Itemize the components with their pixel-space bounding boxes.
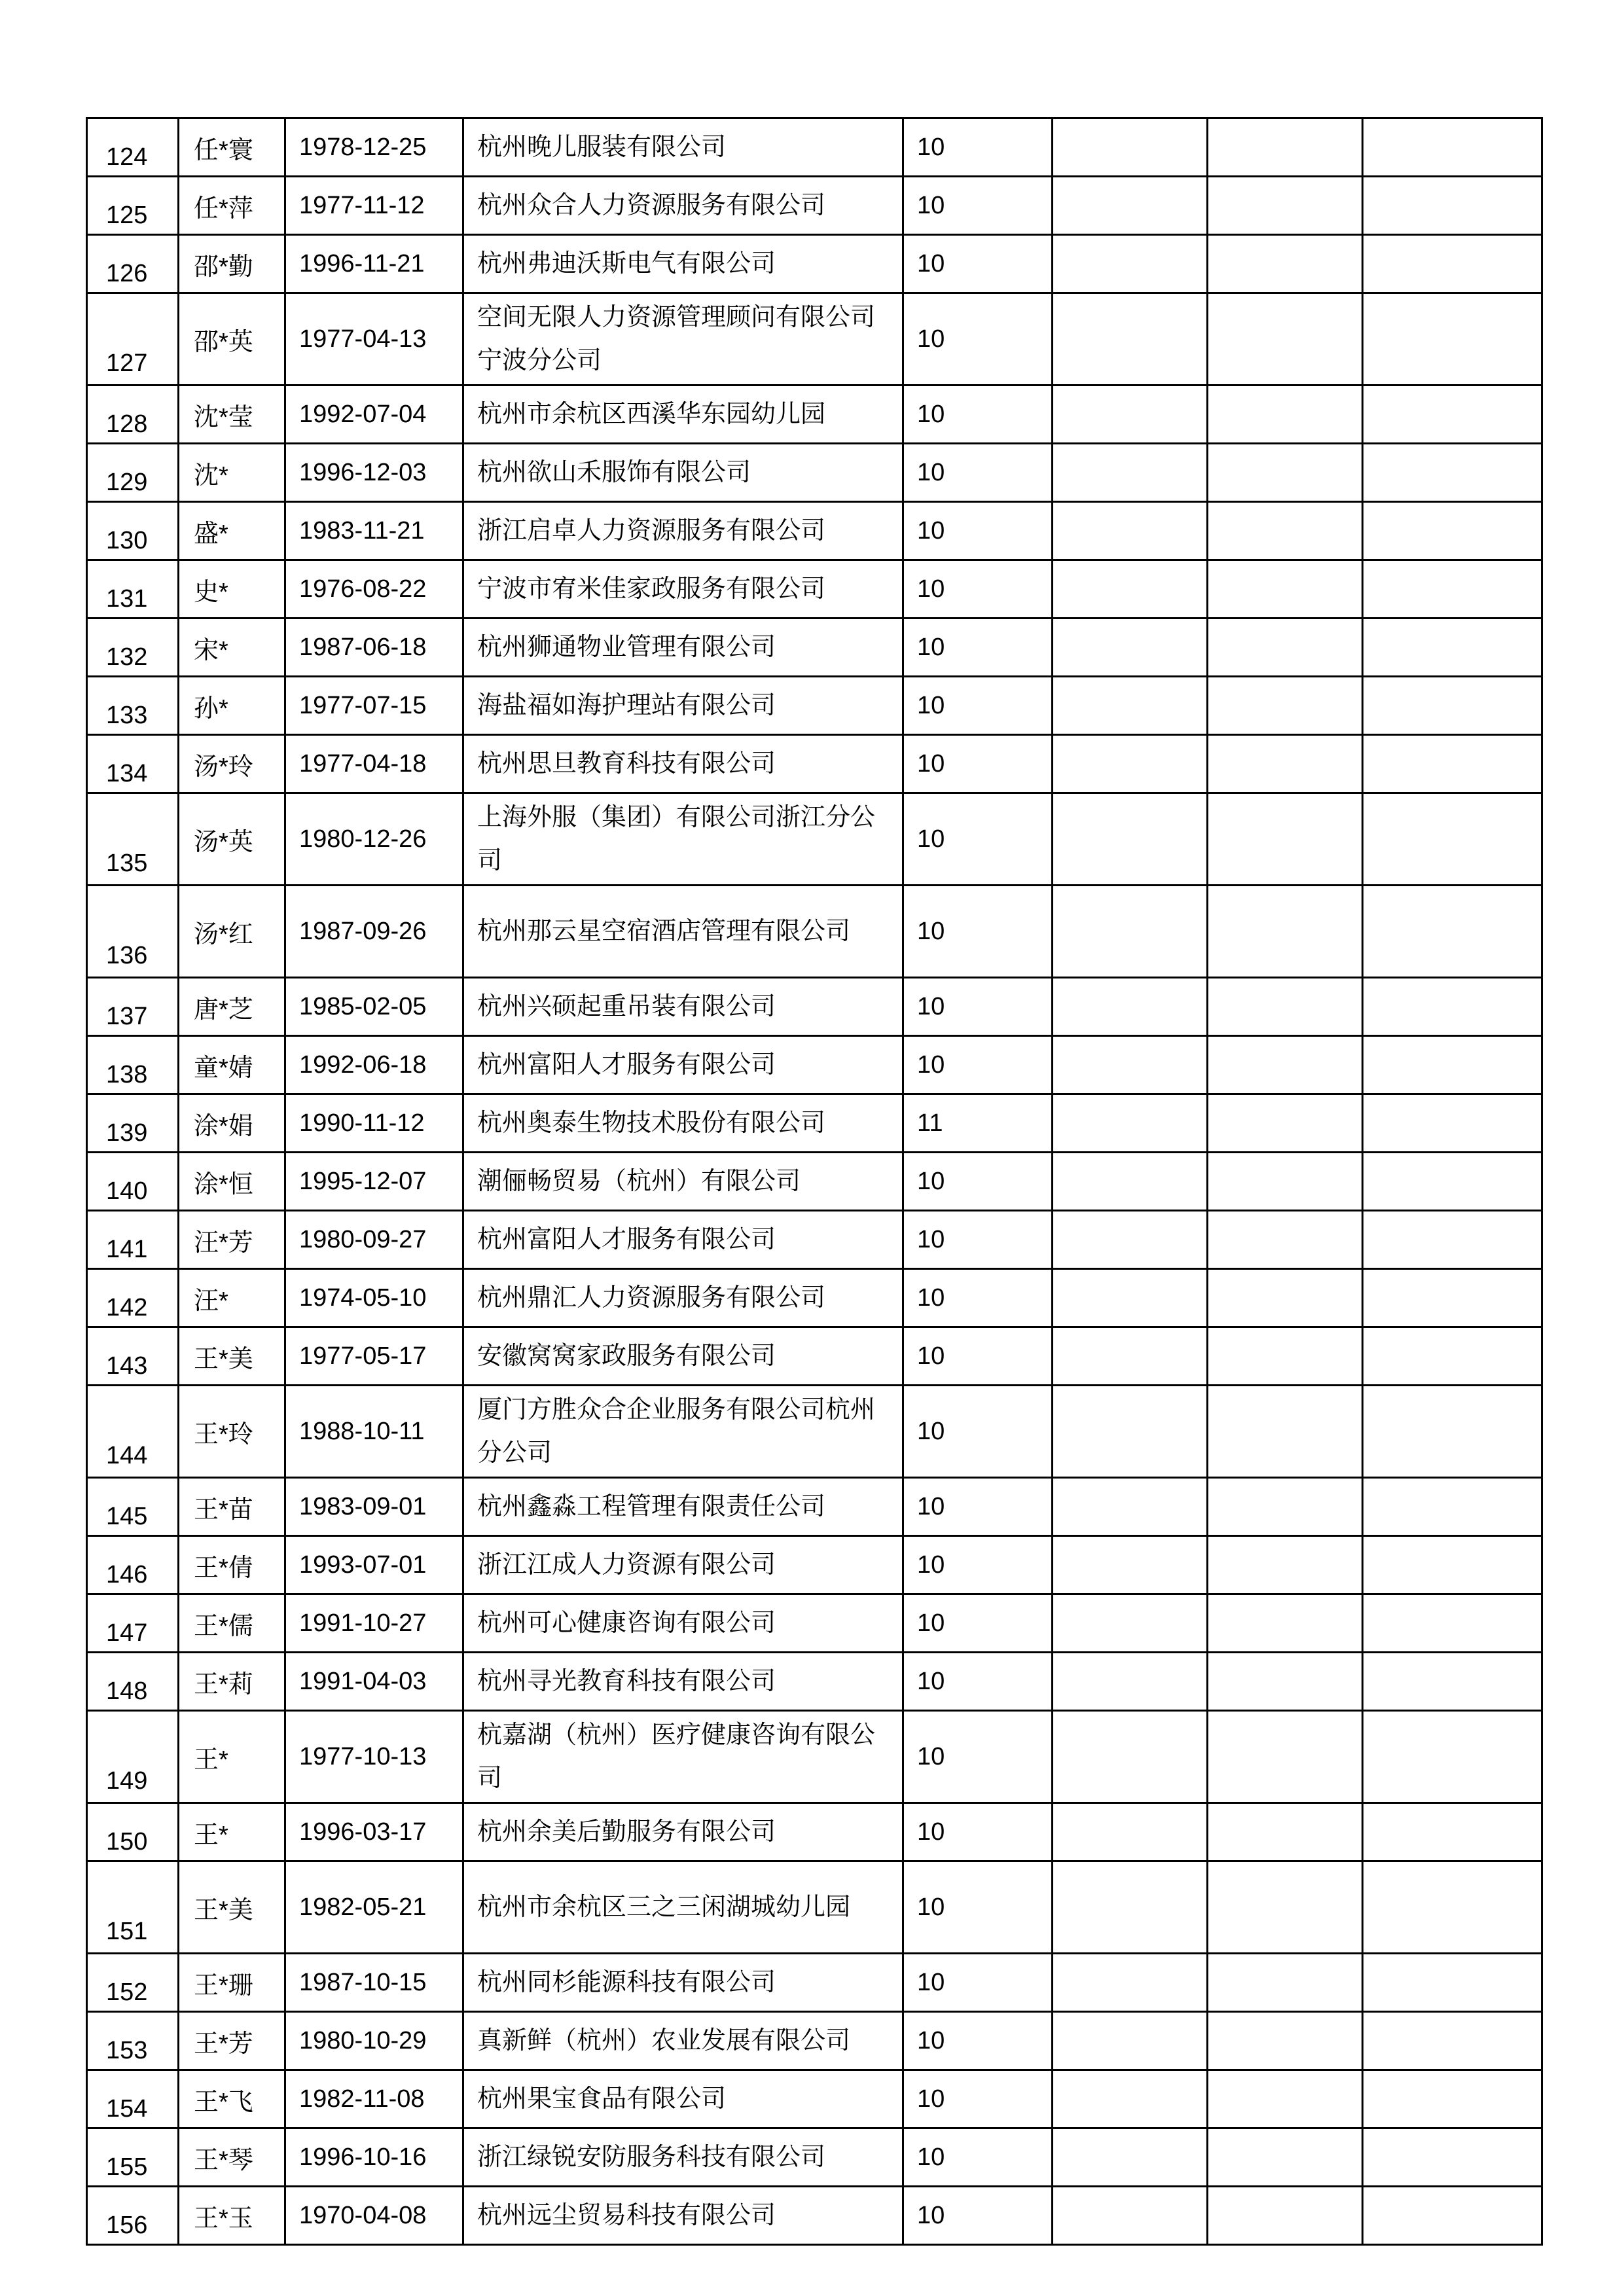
person-name: 王*玉 <box>179 2187 285 2245</box>
person-name: 王*苗 <box>179 1478 285 1536</box>
birth-date: 1983-11-21 <box>285 502 463 560</box>
birth-date: 1987-06-18 <box>285 619 463 677</box>
birth-date: 1977-10-13 <box>285 1711 463 1803</box>
row-number: 134 <box>87 735 179 793</box>
empty-cell <box>1053 1711 1208 1803</box>
row-number: 137 <box>87 978 179 1036</box>
person-name: 汤*玲 <box>179 735 285 793</box>
company-name: 宁波市宥米佳家政服务有限公司 <box>463 560 903 619</box>
person-name: 王*莉 <box>179 1653 285 1711</box>
person-name: 宋* <box>179 619 285 677</box>
company-name: 杭州鼎汇人力资源服务有限公司 <box>463 1269 903 1327</box>
empty-cell <box>1053 1594 1208 1653</box>
empty-cell <box>1208 1269 1363 1327</box>
table-row <box>87 1711 1542 1803</box>
empty-cell <box>1363 619 1542 677</box>
empty-cell <box>1208 118 1363 177</box>
empty-cell <box>1053 177 1208 235</box>
empty-cell <box>1053 1269 1208 1327</box>
row-number: 139 <box>87 1094 179 1153</box>
row-number: 126 <box>87 235 179 293</box>
company-name: 杭州远尘贸易科技有限公司 <box>463 2187 903 2245</box>
row-number: 133 <box>87 677 179 735</box>
value-cell: 10 <box>903 619 1053 677</box>
birth-date: 1974-05-10 <box>285 1269 463 1327</box>
empty-cell <box>1208 502 1363 560</box>
empty-cell <box>1208 735 1363 793</box>
empty-cell <box>1208 1861 1363 1954</box>
row-number: 135 <box>87 793 179 886</box>
empty-cell <box>1363 978 1542 1036</box>
empty-cell <box>1363 1711 1542 1803</box>
empty-cell <box>1363 1094 1542 1153</box>
table-row <box>87 444 1542 502</box>
table-row <box>87 235 1542 293</box>
empty-cell <box>1363 1536 1542 1594</box>
empty-cell <box>1208 1536 1363 1594</box>
value-cell: 10 <box>903 978 1053 1036</box>
empty-cell <box>1053 1036 1208 1094</box>
row-number: 143 <box>87 1327 179 1386</box>
company-name: 安徽窝窝家政服务有限公司 <box>463 1327 903 1386</box>
row-number: 128 <box>87 386 179 444</box>
table-row <box>87 1269 1542 1327</box>
row-number: 142 <box>87 1269 179 1327</box>
row-number: 129 <box>87 444 179 502</box>
row-number: 130 <box>87 502 179 560</box>
empty-cell <box>1053 2070 1208 2128</box>
empty-cell <box>1208 793 1363 886</box>
table-row <box>87 1386 1542 1478</box>
company-name: 杭州富阳人才服务有限公司 <box>463 1211 903 1269</box>
birth-date: 1996-10-16 <box>285 2128 463 2187</box>
empty-cell <box>1208 386 1363 444</box>
birth-date: 1982-05-21 <box>285 1861 463 1954</box>
table-row <box>87 1861 1542 1954</box>
empty-cell <box>1208 677 1363 735</box>
person-name: 童*婧 <box>179 1036 285 1094</box>
table-row <box>87 293 1542 386</box>
empty-cell <box>1208 1153 1363 1211</box>
birth-date: 1970-04-08 <box>285 2187 463 2245</box>
empty-cell <box>1363 1386 1542 1478</box>
empty-cell <box>1053 1536 1208 1594</box>
company-name: 杭州市余杭区三之三闲湖城幼儿园 <box>463 1861 903 1954</box>
row-number: 125 <box>87 177 179 235</box>
empty-cell <box>1208 177 1363 235</box>
row-number: 155 <box>87 2128 179 2187</box>
person-name: 王*珊 <box>179 1954 285 2012</box>
birth-date: 1987-10-15 <box>285 1954 463 2012</box>
person-name: 汤*英 <box>179 793 285 886</box>
empty-cell <box>1053 1211 1208 1269</box>
table-row <box>87 2187 1542 2245</box>
empty-cell <box>1053 235 1208 293</box>
empty-cell <box>1363 1653 1542 1711</box>
person-name: 王* <box>179 1711 285 1803</box>
empty-cell <box>1053 677 1208 735</box>
birth-date: 1996-03-17 <box>285 1803 463 1861</box>
empty-cell <box>1363 677 1542 735</box>
row-number: 144 <box>87 1386 179 1478</box>
value-cell: 10 <box>903 293 1053 386</box>
birth-date: 1991-10-27 <box>285 1594 463 1653</box>
empty-cell <box>1363 1954 1542 2012</box>
birth-date: 1987-09-26 <box>285 886 463 978</box>
value-cell: 10 <box>903 444 1053 502</box>
person-name: 王*倩 <box>179 1536 285 1594</box>
value-cell: 10 <box>903 560 1053 619</box>
empty-cell <box>1208 1594 1363 1653</box>
company-name: 浙江江成人力资源有限公司 <box>463 1536 903 1594</box>
value-cell: 10 <box>903 177 1053 235</box>
empty-cell <box>1053 1478 1208 1536</box>
empty-cell <box>1208 1386 1363 1478</box>
person-name: 孙* <box>179 677 285 735</box>
empty-cell <box>1053 619 1208 677</box>
birth-date: 1993-07-01 <box>285 1536 463 1594</box>
empty-cell <box>1208 235 1363 293</box>
birth-date: 1988-10-11 <box>285 1386 463 1478</box>
empty-cell <box>1208 1711 1363 1803</box>
row-number: 151 <box>87 1861 179 1954</box>
empty-cell <box>1363 444 1542 502</box>
table-row <box>87 118 1542 177</box>
table-row <box>87 677 1542 735</box>
company-name: 杭州鑫淼工程管理有限责任公司 <box>463 1478 903 1536</box>
value-cell: 10 <box>903 386 1053 444</box>
company-name: 杭州弗迪沃斯电气有限公司 <box>463 235 903 293</box>
birth-date: 1996-12-03 <box>285 444 463 502</box>
person-name: 王*儒 <box>179 1594 285 1653</box>
person-name: 任*寰 <box>179 118 285 177</box>
company-name: 杭州寻光教育科技有限公司 <box>463 1653 903 1711</box>
row-number: 127 <box>87 293 179 386</box>
empty-cell <box>1208 444 1363 502</box>
table-row <box>87 560 1542 619</box>
value-cell: 10 <box>903 793 1053 886</box>
birth-date: 1995-12-07 <box>285 1153 463 1211</box>
empty-cell <box>1363 735 1542 793</box>
row-number: 149 <box>87 1711 179 1803</box>
empty-cell <box>1363 1211 1542 1269</box>
empty-cell <box>1208 1094 1363 1153</box>
table-row <box>87 2012 1542 2070</box>
birth-date: 1982-11-08 <box>285 2070 463 2128</box>
empty-cell <box>1053 1954 1208 2012</box>
value-cell: 10 <box>903 1386 1053 1478</box>
person-name: 任*萍 <box>179 177 285 235</box>
row-number: 132 <box>87 619 179 677</box>
person-name: 王*琴 <box>179 2128 285 2187</box>
row-number: 141 <box>87 1211 179 1269</box>
company-name: 杭州奥泰生物技术股份有限公司 <box>463 1094 903 1153</box>
empty-cell <box>1053 1386 1208 1478</box>
empty-cell <box>1208 619 1363 677</box>
empty-cell <box>1363 1153 1542 1211</box>
table-row <box>87 1153 1542 1211</box>
birth-date: 1985-02-05 <box>285 978 463 1036</box>
company-name: 杭州晚儿服装有限公司 <box>463 118 903 177</box>
person-name: 邵*英 <box>179 293 285 386</box>
empty-cell <box>1363 560 1542 619</box>
birth-date: 1976-08-22 <box>285 560 463 619</box>
table-row <box>87 1803 1542 1861</box>
company-name: 杭州余美后勤服务有限公司 <box>463 1803 903 1861</box>
empty-cell <box>1208 1327 1363 1386</box>
empty-cell <box>1363 177 1542 235</box>
value-cell: 10 <box>903 1153 1053 1211</box>
row-number: 152 <box>87 1954 179 2012</box>
empty-cell <box>1363 235 1542 293</box>
value-cell: 10 <box>903 1594 1053 1653</box>
table-row <box>87 1036 1542 1094</box>
company-name: 杭嘉湖（杭州）医疗健康咨询有限公司 <box>463 1711 903 1803</box>
table-row <box>87 2128 1542 2187</box>
value-cell: 10 <box>903 2070 1053 2128</box>
person-name: 盛* <box>179 502 285 560</box>
company-name: 杭州狮通物业管理有限公司 <box>463 619 903 677</box>
table-row <box>87 177 1542 235</box>
empty-cell <box>1363 1269 1542 1327</box>
company-name: 潮俪畅贸易（杭州）有限公司 <box>463 1153 903 1211</box>
row-number: 154 <box>87 2070 179 2128</box>
empty-cell <box>1053 118 1208 177</box>
row-number: 150 <box>87 1803 179 1861</box>
empty-cell <box>1363 502 1542 560</box>
birth-date: 1983-09-01 <box>285 1478 463 1536</box>
empty-cell <box>1208 978 1363 1036</box>
company-name: 浙江绿锐安防服务科技有限公司 <box>463 2128 903 2187</box>
empty-cell <box>1363 293 1542 386</box>
table-row <box>87 1327 1542 1386</box>
company-name: 真新鲜（杭州）农业发展有限公司 <box>463 2012 903 2070</box>
table-row <box>87 1536 1542 1594</box>
person-name: 王*飞 <box>179 2070 285 2128</box>
empty-cell <box>1053 793 1208 886</box>
row-number: 138 <box>87 1036 179 1094</box>
row-number: 136 <box>87 886 179 978</box>
value-cell: 10 <box>903 886 1053 978</box>
empty-cell <box>1053 1153 1208 1211</box>
birth-date: 1977-05-17 <box>285 1327 463 1386</box>
birth-date: 1977-07-15 <box>285 677 463 735</box>
table-row <box>87 735 1542 793</box>
empty-cell <box>1363 1861 1542 1954</box>
value-cell: 10 <box>903 1711 1053 1803</box>
empty-cell <box>1208 2187 1363 2245</box>
birth-date: 1990-11-12 <box>285 1094 463 1153</box>
empty-cell <box>1053 886 1208 978</box>
table-row <box>87 1094 1542 1153</box>
value-cell: 10 <box>903 1478 1053 1536</box>
value-cell: 10 <box>903 2012 1053 2070</box>
empty-cell <box>1053 978 1208 1036</box>
table-row <box>87 1653 1542 1711</box>
empty-cell <box>1363 386 1542 444</box>
table-row <box>87 793 1542 886</box>
value-cell: 10 <box>903 1803 1053 1861</box>
empty-cell <box>1363 1478 1542 1536</box>
company-name: 杭州果宝食品有限公司 <box>463 2070 903 2128</box>
empty-cell <box>1363 886 1542 978</box>
empty-cell <box>1053 293 1208 386</box>
birth-date: 1977-04-18 <box>285 735 463 793</box>
value-cell: 10 <box>903 1036 1053 1094</box>
empty-cell <box>1363 2070 1542 2128</box>
empty-cell <box>1053 1327 1208 1386</box>
table-row <box>87 978 1542 1036</box>
empty-cell <box>1363 1803 1542 1861</box>
empty-cell <box>1208 1954 1363 2012</box>
company-name: 杭州思旦教育科技有限公司 <box>463 735 903 793</box>
person-name: 涂*恒 <box>179 1153 285 1211</box>
company-name: 杭州同杉能源科技有限公司 <box>463 1954 903 2012</box>
birth-date: 1980-12-26 <box>285 793 463 886</box>
company-name: 空间无限人力资源管理顾问有限公司宁波分公司 <box>463 293 903 386</box>
empty-cell <box>1363 793 1542 886</box>
person-name: 唐*芝 <box>179 978 285 1036</box>
value-cell: 10 <box>903 735 1053 793</box>
person-name: 王*美 <box>179 1327 285 1386</box>
company-name: 海盐福如海护理站有限公司 <box>463 677 903 735</box>
table-row <box>87 1211 1542 1269</box>
empty-cell <box>1363 1036 1542 1094</box>
empty-cell <box>1208 2070 1363 2128</box>
person-name: 汪* <box>179 1269 285 1327</box>
value-cell: 10 <box>903 677 1053 735</box>
row-number: 148 <box>87 1653 179 1711</box>
empty-cell <box>1053 502 1208 560</box>
value-cell: 10 <box>903 235 1053 293</box>
empty-cell <box>1053 2128 1208 2187</box>
empty-cell <box>1208 886 1363 978</box>
row-number: 131 <box>87 560 179 619</box>
empty-cell <box>1208 1036 1363 1094</box>
value-cell: 10 <box>903 1861 1053 1954</box>
birth-date: 1977-11-12 <box>285 177 463 235</box>
empty-cell <box>1053 1653 1208 1711</box>
empty-cell <box>1053 735 1208 793</box>
table-row <box>87 1954 1542 2012</box>
empty-cell <box>1053 386 1208 444</box>
row-number: 153 <box>87 2012 179 2070</box>
empty-cell <box>1208 1653 1363 1711</box>
empty-cell <box>1363 2187 1542 2245</box>
empty-cell <box>1208 2128 1363 2187</box>
person-name: 沈*莹 <box>179 386 285 444</box>
value-cell: 10 <box>903 2128 1053 2187</box>
row-number: 147 <box>87 1594 179 1653</box>
empty-cell <box>1363 2128 1542 2187</box>
person-name: 邵*勤 <box>179 235 285 293</box>
person-name: 史* <box>179 560 285 619</box>
birth-date: 1977-04-13 <box>285 293 463 386</box>
company-name: 上海外服（集团）有限公司浙江分公司 <box>463 793 903 886</box>
table-row <box>87 1594 1542 1653</box>
table-body <box>87 118 1542 2245</box>
birth-date: 1978-12-25 <box>285 118 463 177</box>
birth-date: 1992-07-04 <box>285 386 463 444</box>
empty-cell <box>1208 1211 1363 1269</box>
value-cell: 10 <box>903 118 1053 177</box>
empty-cell <box>1208 1478 1363 1536</box>
company-name: 杭州市余杭区西溪华东园幼儿园 <box>463 386 903 444</box>
empty-cell <box>1363 1327 1542 1386</box>
value-cell: 10 <box>903 1653 1053 1711</box>
person-name: 涂*娟 <box>179 1094 285 1153</box>
empty-cell <box>1053 560 1208 619</box>
birth-date: 1991-04-03 <box>285 1653 463 1711</box>
birth-date: 1980-10-29 <box>285 2012 463 2070</box>
data-table <box>86 117 1543 2246</box>
value-cell: 10 <box>903 2187 1053 2245</box>
birth-date: 1980-09-27 <box>285 1211 463 1269</box>
company-name: 杭州众合人力资源服务有限公司 <box>463 177 903 235</box>
row-number: 140 <box>87 1153 179 1211</box>
row-number: 156 <box>87 2187 179 2245</box>
empty-cell <box>1053 1803 1208 1861</box>
row-number: 124 <box>87 118 179 177</box>
person-name: 汪*芳 <box>179 1211 285 1269</box>
person-name: 汤*红 <box>179 886 285 978</box>
company-name: 杭州欲山禾服饰有限公司 <box>463 444 903 502</box>
company-name: 浙江启卓人力资源服务有限公司 <box>463 502 903 560</box>
table-row <box>87 1478 1542 1536</box>
empty-cell <box>1363 2012 1542 2070</box>
row-number: 146 <box>87 1536 179 1594</box>
value-cell: 10 <box>903 1327 1053 1386</box>
value-cell: 10 <box>903 1211 1053 1269</box>
empty-cell <box>1208 560 1363 619</box>
company-name: 杭州可心健康咨询有限公司 <box>463 1594 903 1653</box>
person-name: 沈* <box>179 444 285 502</box>
person-name: 王*芳 <box>179 2012 285 2070</box>
table-row <box>87 386 1542 444</box>
person-name: 王*美 <box>179 1861 285 1954</box>
value-cell: 10 <box>903 1954 1053 2012</box>
birth-date: 1992-06-18 <box>285 1036 463 1094</box>
table-row <box>87 2070 1542 2128</box>
value-cell: 11 <box>903 1094 1053 1153</box>
company-name: 杭州富阳人才服务有限公司 <box>463 1036 903 1094</box>
empty-cell <box>1053 2187 1208 2245</box>
value-cell: 10 <box>903 1536 1053 1594</box>
row-number: 145 <box>87 1478 179 1536</box>
birth-date: 1996-11-21 <box>285 235 463 293</box>
company-name: 厦门方胜众合企业服务有限公司杭州分公司 <box>463 1386 903 1478</box>
table-row <box>87 886 1542 978</box>
empty-cell <box>1053 1861 1208 1954</box>
value-cell: 10 <box>903 502 1053 560</box>
empty-cell <box>1053 1094 1208 1153</box>
empty-cell <box>1208 293 1363 386</box>
value-cell: 10 <box>903 1269 1053 1327</box>
empty-cell <box>1363 1594 1542 1653</box>
table-row <box>87 502 1542 560</box>
empty-cell <box>1053 444 1208 502</box>
company-name: 杭州兴硕起重吊装有限公司 <box>463 978 903 1036</box>
person-name: 王*玲 <box>179 1386 285 1478</box>
empty-cell <box>1053 2012 1208 2070</box>
empty-cell <box>1363 118 1542 177</box>
empty-cell <box>1208 1803 1363 1861</box>
table-row <box>87 619 1542 677</box>
person-name: 王* <box>179 1803 285 1861</box>
empty-cell <box>1208 2012 1363 2070</box>
company-name: 杭州那云星空宿酒店管理有限公司 <box>463 886 903 978</box>
